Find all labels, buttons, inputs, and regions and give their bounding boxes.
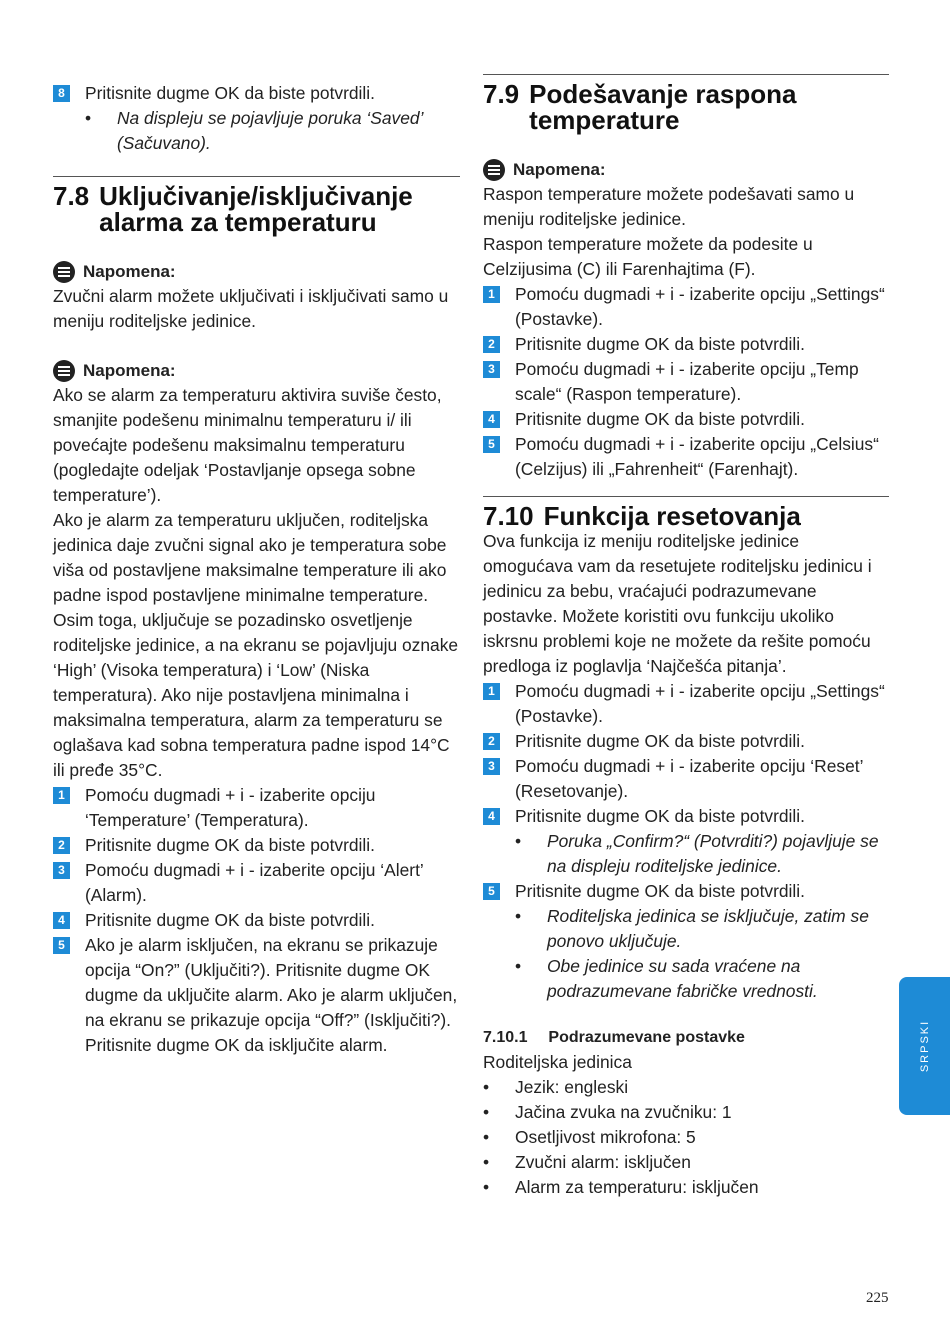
step-text: Pomoću dugmadi + i - izaberite opciju „Temp scale“ (Raspon temperature). <box>515 359 859 404</box>
right-column <box>483 74 889 1200</box>
note-text-2: Raspon temperature možete da podesite u Celzijusima (C) ili Farenhajtima (F). <box>483 234 813 279</box>
step-number: 5 <box>483 436 500 453</box>
step-2 <box>483 729 889 754</box>
step-number: 5 <box>53 937 70 954</box>
step-text: Pritisnite dugme OK da biste potvrdili. <box>515 881 805 901</box>
default-item <box>483 1075 889 1100</box>
reset-description: Ova funkcija iz meniju roditeljske jedinice omogućava vam da resetujete roditeljsku jedinicu i jedinicu za bebu, vraćajući podrazumevane postavke. Možete koristiti ovu funkciju ukoliko iskrsnu problemi koje ne možete da rešite pomoću predloga iz poglavlja ‘Najčešća pitanja’. <box>483 531 872 676</box>
step-4 <box>483 804 889 829</box>
left-column <box>53 74 460 1058</box>
bullet-dot: • <box>515 831 522 851</box>
note-label: Napomena: <box>83 262 176 281</box>
step-number: 4 <box>483 808 500 825</box>
bullet-dot: • <box>515 956 522 976</box>
subsection-7-10-1-heading <box>483 1026 889 1050</box>
step-2 <box>483 332 889 357</box>
step-text: Pomoću dugmadi + i - izaberite opciju „Celsius“ (Celzijus) ili „Fahrenheit“ (Farenhajt). <box>515 434 879 479</box>
step-text: Pomoću dugmadi + i - izaberite opciju „Settings“ (Postavke). <box>515 681 885 726</box>
step-number: 5 <box>483 883 500 900</box>
step-text: Pritisnite dugme OK da biste potvrdili. <box>515 334 805 354</box>
bullet-dot: • <box>515 906 522 926</box>
step-number: 4 <box>483 411 500 428</box>
bullet-text: Roditeljska jedinica se isključuje, zatim se ponovo uključuje. <box>547 906 869 951</box>
bullet-dot: • <box>483 1102 490 1122</box>
bullet-dot: • <box>483 1077 490 1097</box>
step-text: Pomoću dugmadi + i - izaberite opciju „Settings“ (Postavke). <box>515 284 885 329</box>
note-icon <box>483 159 505 181</box>
step-number: 8 <box>53 85 70 102</box>
step-4 <box>53 908 460 933</box>
step-3 <box>53 858 460 908</box>
item-text: Alarm za temperaturu: isključen <box>515 1177 759 1197</box>
subsection-subtitle: Roditeljska jedinica <box>483 1052 632 1072</box>
step-5 <box>483 879 889 904</box>
section-number: 7.8 <box>53 181 90 211</box>
step-1 <box>483 679 889 729</box>
bullet-dot: • <box>483 1177 490 1197</box>
step-5 <box>483 432 889 482</box>
section-title: Funkcija resetovanja <box>543 501 801 531</box>
step-3 <box>483 754 889 804</box>
step-number: 3 <box>483 758 500 775</box>
page-number: 225 <box>866 1290 889 1306</box>
section-7-8-heading <box>53 183 460 235</box>
note-label: Napomena: <box>513 160 606 179</box>
section-title: Podešavanje raspona temperature <box>529 79 797 135</box>
step-text: Pomoću dugmadi + i - izaberite opciju ‘Alert’ (Alarm). <box>85 860 424 905</box>
bullet-dot: • <box>85 108 92 128</box>
step-8 <box>53 81 460 106</box>
bullet-text: Poruka „Confirm?“ (Potvrditi?) pojavljuje se na displeju roditeljske jedinice. <box>547 831 879 876</box>
step-8-bullet <box>53 106 460 156</box>
subsection-title: Podrazumevane postavke <box>548 1029 745 1046</box>
language-label: SRPSKI <box>918 1019 931 1073</box>
note-2-text: Ako se alarm za temperaturu aktivira suviše često, smanjite podešenu minimalnu temperaturu i/ ili povećajte podešenu maksimalnu temperaturu (pogledajte odeljak ‘Postavljanje opsega sobne temperature’). <box>53 385 442 505</box>
default-item <box>483 1175 889 1200</box>
step-text: Pomoću dugmadi + i - izaberite opciju ‘Reset’ (Resetovanje). <box>515 756 863 801</box>
default-item <box>483 1100 889 1125</box>
step-number: 2 <box>483 733 500 750</box>
alarm-description: Ako je alarm za temperaturu uključen, roditeljska jedinica daje zvučni signal ako je temperatura sobe viša od postavljene maksimalne temperature ili ako padne ispod postavljene minimalne temperature. Osim toga, uključuje se pozadinsko osvetljenje roditeljske jedinice, a na ekranu se pojavljuju oznake ‘High’ (Visoka temperatura) i ‘Low’ (Niska temperatura). Ako nije postavljena minimalna i maksimalna temperatura, alarm za temperaturu se oglašava kad sobna temperatura padne ispod 14°C ili pređe 35°C. <box>53 510 459 780</box>
section-number: 7.9 <box>483 79 520 109</box>
subsection-number: 7.10.1 <box>483 1029 528 1046</box>
section-title: Uključivanje/isključivanje alarma za temperaturu <box>99 181 413 237</box>
step-text: Pritisnite dugme OK da biste potvrdili. <box>515 409 805 429</box>
step-number: 3 <box>483 361 500 378</box>
item-text: Zvučni alarm: isključen <box>515 1152 691 1172</box>
section-number: 7.10 <box>483 501 534 531</box>
note-text-1: Raspon temperature možete podešavati samo u meniju roditeljske jedinice. <box>483 184 855 229</box>
step-number: 1 <box>483 683 500 700</box>
bullet-text: Na displeju se pojavljuje poruka ‘Saved’ (Sačuvano). <box>117 108 423 153</box>
note-1-text: Zvučni alarm možete uključivati i isključivati samo u meniju roditeljske jedinice. <box>53 286 449 331</box>
note-icon <box>53 360 75 382</box>
bullet-text: Obe jedinice su sada vraćene na podrazumevane fabričke vrednosti. <box>547 956 818 1001</box>
step-number: 2 <box>53 837 70 854</box>
section-7-9-heading <box>483 81 889 133</box>
step-text: Pritisnite dugme OK da biste potvrdili. <box>85 835 375 855</box>
step-number: 4 <box>53 912 70 929</box>
note-2 <box>53 358 460 383</box>
step-5 <box>53 933 460 1058</box>
item-text: Jačina zvuka na zvučniku: 1 <box>515 1102 732 1122</box>
step-1 <box>483 282 889 332</box>
step-text: Pritisnite dugme OK da biste potvrdili. <box>515 806 805 826</box>
step-1 <box>53 783 460 833</box>
step-text: Ako je alarm isključen, na ekranu se prikazuje opcija “On?” (Uključiti?). Pritisnite dugme OK dugme da uključite alarm. Ako je alarm uključen, na ekranu se prikazuje opcija “Off?” (Isključiti?). Pritisnite dugme OK da isključite alarm. <box>85 935 458 1055</box>
step-number: 3 <box>53 862 70 879</box>
bullet-dot: • <box>483 1127 490 1147</box>
step-text: Pritisnite dugme OK da biste potvrdili. <box>515 731 805 751</box>
step-text: Pritisnite dugme OK da biste potvrdili. <box>85 83 375 103</box>
item-text: Osetljivost mikrofona: 5 <box>515 1127 696 1147</box>
note-icon <box>53 261 75 283</box>
step-number: 2 <box>483 336 500 353</box>
item-text: Jezik: engleski <box>515 1077 629 1097</box>
step-number: 1 <box>53 787 70 804</box>
step-4-bullet <box>483 829 889 879</box>
default-item <box>483 1150 889 1175</box>
note-label: Napomena: <box>83 361 176 380</box>
note <box>483 157 889 182</box>
step-5-bullet-1 <box>483 904 889 954</box>
step-4 <box>483 407 889 432</box>
bullet-dot: • <box>483 1152 490 1172</box>
step-text: Pritisnite dugme OK da biste potvrdili. <box>85 910 375 930</box>
step-3 <box>483 357 889 407</box>
default-item <box>483 1125 889 1150</box>
step-text: Pomoću dugmadi + i - izaberite opciju ‘Temperature’ (Temperatura). <box>85 785 376 830</box>
language-tab <box>899 977 950 1115</box>
step-2 <box>53 833 460 858</box>
section-7-10-heading <box>483 503 889 529</box>
note-1 <box>53 259 460 284</box>
step-5-bullet-2 <box>483 954 889 1004</box>
step-number: 1 <box>483 286 500 303</box>
